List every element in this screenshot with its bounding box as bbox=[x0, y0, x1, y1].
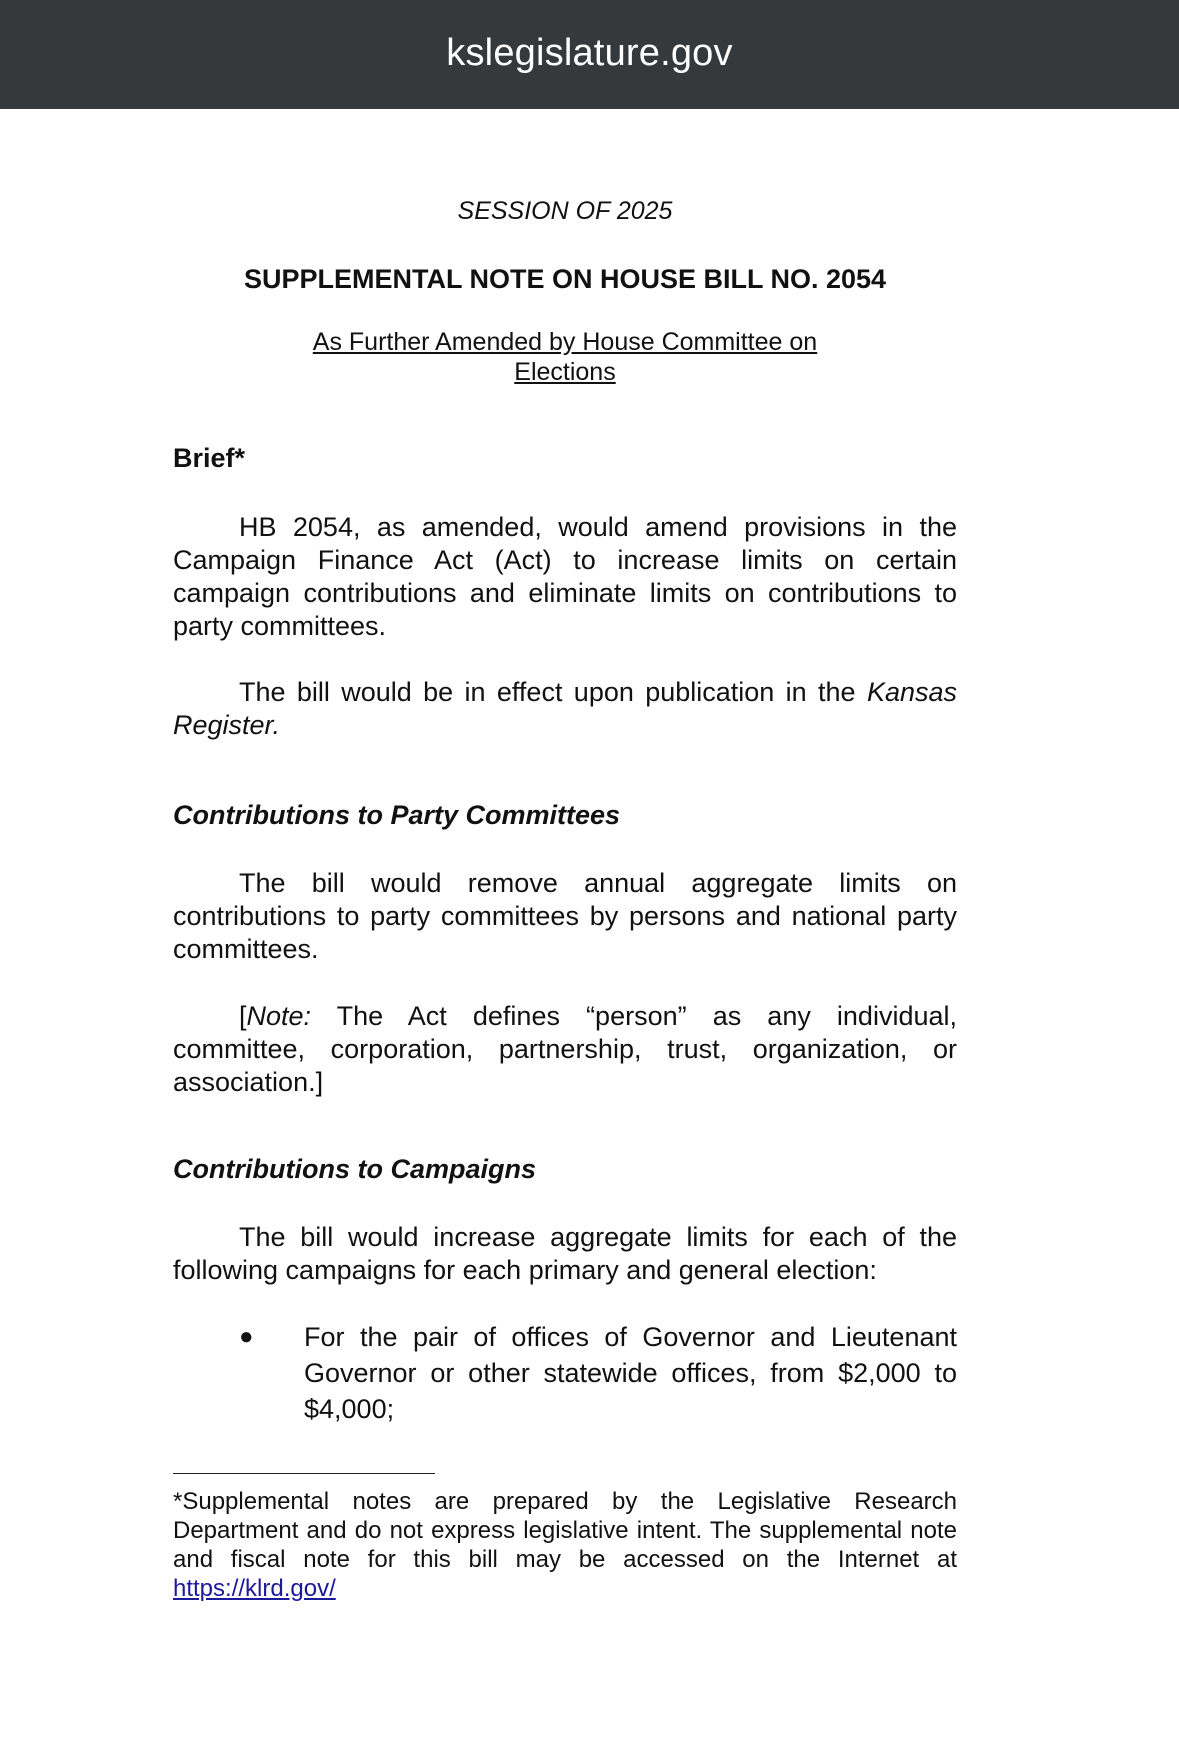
party-committees-paragraph: The bill would remove annual aggregate limits on contributions to party committees by persons and national party committees. bbox=[173, 868, 957, 964]
brief-paragraph-2-text: The bill would be in effect upon publication in the bbox=[239, 677, 867, 707]
session-line: SESSION OF 2025 bbox=[457, 197, 673, 225]
document-title: SUPPLEMENTAL NOTE ON HOUSE BILL NO. 2054 bbox=[243, 264, 887, 294]
kansas-register-italic: Kansas Register. bbox=[173, 677, 957, 740]
bullet-text: For the pair of offices of Governor and Lieutenant Governor or other statewide offices, from $2,000 to $4,000; bbox=[304, 1322, 957, 1424]
note-label: Note: bbox=[246, 1001, 312, 1031]
amended-line-2: Elections bbox=[514, 358, 616, 386]
brief-paragraph-1: HB 2054, as amended, would amend provisions in the Campaign Finance Act (Act) to increase limits on certain campaign contributions and eliminate limits on contributions to party committees. bbox=[173, 512, 957, 641]
section-heading-campaigns: Contributions to Campaigns bbox=[173, 1154, 536, 1184]
person-definition-note bbox=[173, 1000, 957, 1099]
amended-line-1: As Further Amended by House Committee on bbox=[312, 328, 818, 356]
browser-address-bar[interactable] bbox=[0, 0, 1179, 109]
section-heading-party-committees: Contributions to Party Committees bbox=[173, 800, 621, 830]
domain-label: kslegislature.gov bbox=[446, 32, 733, 74]
bullet-marker: ● bbox=[239, 1323, 254, 1350]
brief-heading: Brief* bbox=[173, 443, 246, 473]
amended-note bbox=[173, 327, 957, 387]
footnote bbox=[173, 1487, 957, 1603]
note-text: The Act defines “person” as any individual, committee, corporation, partnership, trust, organization, or association.] bbox=[173, 1001, 957, 1097]
brief-paragraph-2 bbox=[173, 676, 957, 742]
campaigns-paragraph: The bill would increase aggregate limits for each of the following campaigns for each primary and general election: bbox=[173, 1222, 957, 1285]
footnote-divider bbox=[173, 1473, 435, 1474]
note-open-bracket: [ bbox=[239, 1001, 247, 1031]
klrd-link[interactable]: https://klrd.gov/ bbox=[173, 1575, 336, 1602]
footnote-text: *Supplemental notes are prepared by the Legislative Research Department and do not express legislative intent. The supplemental note and fiscal note for this bill may be accessed on the Internet at bbox=[173, 1488, 957, 1573]
list-item bbox=[173, 1319, 957, 1427]
